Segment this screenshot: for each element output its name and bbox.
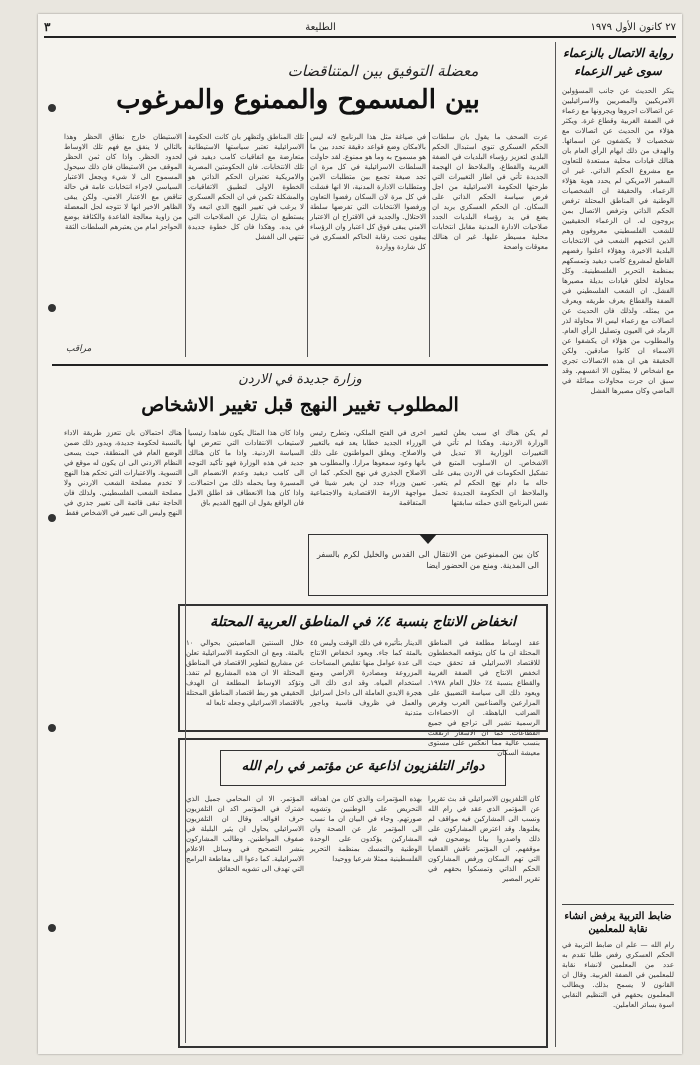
paper-name: الطليعة <box>305 21 336 33</box>
article1-bottom-rule <box>52 364 548 366</box>
brief-title: ضابط التربية يرفض انشاء نقابة للمعلمين <box>564 911 672 935</box>
article2-headline: المطلوب تغيير النهج قبل تغيير الاشخاص <box>141 394 459 416</box>
issue-date: ٢٧ كانون الأول ١٩٧٩ <box>590 21 676 33</box>
punch-hole <box>48 514 56 522</box>
article3-col3 <box>186 638 304 728</box>
article4-col1-text: كان التلفزيون الاسرائيلي قد بث تقريرا عن المؤتمر الذي عقد في رام الله ونسب الى المشاركين فيه مواقف لم يعلنوها. وقد اعترض المشاركون على ذلك واصدروا بيانا يوضحون فيه موقفهم. ان المؤتمر ناقش القضايا التي تهم السكان ورفض المشاركون الحكم الذاتي وتمسكوا بحقهم في تقرير المصير <box>428 795 540 883</box>
article1-col2 <box>310 132 426 357</box>
page-number: ٣ <box>44 20 51 34</box>
article3-col1 <box>428 638 540 757</box>
article4-headline: دوائر التلفزيون اذاعية عن مؤتمر في رام الله <box>241 759 485 774</box>
punch-hole <box>48 304 56 312</box>
brief-text <box>562 940 674 1040</box>
article2-col1 <box>432 428 548 528</box>
article4-col2 <box>310 794 422 1044</box>
article3-col1-text: عقد اوساط مطلعة في المناطق المحتلة ان ما كان يتوقعه المخططون للاقتصاد الاسرائيلي قد تحقق حيث انخفض الانتاج في الضفة الغربية والقطاع بنسبة ٤٪ خلال العام ١٩٧٨. ويعود ذلك الى سياسة التضييق على المزارعين والصناعيين العرب وفرض الضرائب الباهظة. ان الاحصاءات الرسمية تشير الى تراجع في جميع القطاعات. كما ان الاسعار ارتفعت بنسب عالية مما انعكس على مستوى معيشة السكان <box>428 639 540 757</box>
article1-signature: مراقب <box>66 344 92 354</box>
article4-box <box>178 738 548 1048</box>
column-rule <box>429 132 430 357</box>
brief-top-rule <box>562 904 674 905</box>
article3-col2 <box>310 638 422 728</box>
right-column-body: ينكر الحديث عن جانب المسؤولين الامريكيين والمصريين والاسرائيليين عن اتصالات اجروها ويجرونها مع زعماء في الضفة الغربية وقطاع غزة. ويكثر هؤلاء من الحديث عن اتصالات مع شخصيات لا يكشفون عن اسمائها. والهدف من ذلك ايهام الرأي العام بان هنالك قيادات محلية مستعدة للتعاون مع مشروع الحكم الذاتي. غير ان السفير الامريكي لم يحدد هوية هؤلاء الزعماء. والحقيقة ان الشخصيات الوطنية في المناطق المحتلة ترفض الحكم الذاتي وترفض الاتصال بمن يروجون له. ان الزعماء الحقيقيين للشعب الفلسطيني معروفون وهم الذين انتخبهم الشعب في الانتخابات البلدية الاخيرة. وهؤلاء اعلنوا رفضهم القاطع لمشروع كامب ديفيد وتمسكهم بمنظمة التحرير الفلسطينية. وكل محاولة لخلق قيادات بديلة مصيرها الفشل. ان الشعب الفلسطيني في الضفة والقطاع يعرف طريقه ويعرف من يمثله. ولذلك فان الحديث عن اتصالات مع زعماء ليس الا محاولة لذر الرماد في العيون وتضليل الرأي العام. والمطلوب من هؤلاء ان يكشفوا عن الاسماء ان كانوا صادقين. ولكن الحقيقة هي ان هذه الاتصالات تجري مع اشخاص لا يمثلون الا انفسهم. وقد سبق ان جرت محاولات مماثلة في الماضي وكان مصيرها الفشل <box>562 87 674 395</box>
article1-col3 <box>188 132 304 357</box>
right-column-text <box>562 86 674 898</box>
article2-col1-text: لم يكن هناك اي سبب يعلن لتغيير الوزارة الاردنية. وهكذا لم تأتي في التغييرات الوزارية الا تبديل في الاشخاص. ان الاسلوب المتبع في تشكيل الحكومات في الاردن يبقى على حاله ما دام نهج الحكم لم يتغير. والملاحظ ان الحكومة الجديدة تحمل نفس البرنامج الذي حملته سابقتها <box>432 429 548 507</box>
article2-col4-text: هناك احتمالان بان تتعزز طريقة الاداء بالنسبة لحكومة جديدة، ويدور ذلك ضمن الوضع العام في المنطقة، حيث يسعى النظام الاردني الى ان يكون له موقع في التسوية. والاعتبارات التي تحكم هذا النهج لا تخدم مصلحة الشعب الاردني ولا مصلحة الشعب الفلسطيني. ولذلك فان الحاجة تبقى قائمة الى تغيير جذري في النهج وليس الى تغيير في الاشخاص فقط <box>64 429 182 517</box>
article3-box <box>178 604 548 757</box>
article1-col4-text: الاستيطان خارج نطاق الحظر وهذا بالتالي لا ينفق مع فهم تلك الاوساط لحدود الحظر. واذا كان ثمن الحظر الموقف من الاستيطان فان ذلك سيحول المسموح الى لا شيء ويجعل الاعتبار السياسي لاجراء انتخابات عامة في حالة تناقض مع الاعتبار الامني. ولكن يبقى الظاهر الاخير انها لا تتوجه لحل المعضلة من زاوية معالجة القاعدة والكثافة بوضع الحواجز امام من يعتبرهم السلطات الثقة <box>64 133 182 231</box>
page-header <box>44 18 676 38</box>
article2-col3 <box>188 428 304 596</box>
column-rule <box>185 428 186 1043</box>
article1-kicker: معضلة التوفيق بين المتناقضات <box>287 62 479 80</box>
punch-hole <box>48 924 56 932</box>
down-arrow-icon <box>419 534 437 544</box>
column-rule <box>555 42 556 1047</box>
quote-box-text <box>317 549 539 593</box>
column-rule <box>185 132 186 357</box>
column-rule <box>307 132 308 357</box>
article3-col2-text: الدينار بتأثيره في ذلك الوقت وليس ٤٥ بالمئة كما جاء. ويعود انخفاض الانتاج الى عدة عوامل منها تقليص المساحات المزروعة ومصادرة الاراضي ومنع استخدام المياه. وقد ادى ذلك الى هجرة الايدي العاملة الى داخل اسرائيل والعمل في ظروف قاسية وباجور متدنية <box>310 639 422 717</box>
article4-col2-text: بهذه المؤتمرات والذي كان من اهدافه التحريض على الوطنيين وتشويه صورتهم. وجاء في البيان ان ما نسب الى المؤتمر عار عن الصحة وان المشاركين يؤكدون على الوحدة الوطنية والتمسك بمنظمة التحرير الفلسطينية ممثلا شرعيا ووحيدا <box>310 795 422 863</box>
brief-body: رام الله — علم ان ضابط التربية في الحكم العسكري رفض طلبا تقدم به عدد من المعلمين لانشاء نقابة للمعلمين في الضفة الغربية. وقال ان القانون لا يسمح بذلك. ويطالب المعلمون بحقهم في التنظيم النقابي اسوة بسائر العاملين. <box>562 941 674 1009</box>
article1-col1-text: عرت الصحف ما يقول بان سلطات الحكم العسكري تنوي استبدال الحكم البلدي لتعزيز رؤساء البلديات في الضفة الغربية والقطاع، والملاحظ ان الهجمة الجديدة تأتي في اطار التغييرات التي طرحتها الحكومة الاسرائيلية من اجل فرض سياسة الحكم الذاتي على السكان. ان الحكم العسكري يريد ان يضع في يد رؤساء البلديات الجدد صلاحيات الادارة المدنية مقابل انتخابات محلية مسيطر عليها. غير ان هنالك معوقات واضحة <box>432 133 548 251</box>
article4-col1 <box>428 794 540 1044</box>
right-column-title: رواية الاتصال بالزعماء سوى غير الزعماء <box>562 46 674 78</box>
punch-hole <box>48 724 56 732</box>
article4-title-frame <box>220 750 506 786</box>
article3-col3-text: خلال السنتين الماضيتين بحوالي ١٠ بالمئة. ومع ان الحكومة الاسرائيلية تعلن عن مشاريع لتطوير الاقتصاد في المناطق المحتلة الا ان هذه المشاريع لم تنفذ. وتؤكد الاوساط المطلعة ان الهدف الحقيقي هو ربط اقتصاد المناطق المحتلة بالاقتصاد الاسرائيلي وجعله تابعا له <box>186 639 304 707</box>
article2-col4 <box>64 428 182 723</box>
article2-kicker: وزارة جديدة في الاردن <box>238 372 362 387</box>
article4-col3 <box>186 794 304 1044</box>
article2-quote-box <box>308 534 548 596</box>
article1-col1 <box>432 132 548 357</box>
article2-col2-text: اخرى في الفتح الملكي، وتطرح رئيس الوزراء الجديد خطابا يعد فيه بالتغيير والاصلاح. ويعلق المواطنون على ذلك بانها وعود سمعوها مرارا. والمطلوب هو الاصلاح الجذري في نهج الحكم. كما ان تعيين وزراء جدد لن يغير شيئا في مواجهة الازمة الاقتصادية والاجتماعية المتفاقمة <box>310 429 426 507</box>
quote-box-body: كان بين الممنوعين من الانتقال الى القدس والخليل لكرم بالسفر الى المدينة. ومنع من الحضور ايضا <box>317 550 539 570</box>
article3-headline: انخفاض الانتاج بنسبة ٤٪ في المناطق العربية المحتلة <box>210 614 516 630</box>
newspaper-page <box>38 14 682 1054</box>
article1-headline: بين المسموح والممنوع والمرغوب <box>116 85 480 115</box>
article1-col2-text: في صياغة مثل هذا البرنامج لانه ليس بالامكان وضع قواعد دقيقة تحدد بين ما هو مسموح به وما هو ممنوع. لقد حاولت السلطات الاسرائيلية في كل مرة ان تجد صيغة تجمع بين متطلبات الامن ومتطلبات الادارة المدنية، الا انها فشلت في كل مرة لان السكان رفضوا التعاون ورفضوا الانتخابات التي تفرضها سلطة الاحتلال. والجديد في الاقتراح ان الاعتبار الامني يبقى فوق كل اعتبار وان الرؤساء يبقون تحت رقابة الحاكم العسكري في كل شاردة وواردة <box>310 133 426 251</box>
article4-col3-text: المؤتمر. الا ان المحامي جميل الذي اشترك في المؤتمر اكد ان التلفزيون حرف اقواله. وقال ان التلفزيون الاسرائيلي يحاول ان يثير البلبلة في صفوف المواطنين. وطالب المشاركون بنشر التصحيح في وسائل الاعلام الاسرائيلية. كما دعوا الى مقاطعة البرامج التي تهدف الى تشويه الحقائق <box>186 795 304 873</box>
article2-col2 <box>310 428 426 528</box>
article2-col3-text: واذا كان هذا المثال يكون شاهدا رئيسيا لاستيعاب الانتقادات التي تتعرض لها السياسة الاردنية. واذا ما كان هنالك جديد في هذه الوزارة فهو تأكيد التوجه الى كامب ديفيد وعدم الانضمام الى المسيرة وما يحمله ذلك من احتمالات. واذا كان هذا الانعطاف قد اطلق الامل فان الواقع يقول ان النهج القديم باق <box>188 429 304 507</box>
article1-col4 <box>64 132 182 327</box>
article1-col3-text: تلك المناطق ولتظهر بان كانت الحكومة الاسرائيلية تعتبر سياستها الاستيطانية متعارضة مع اتفاقيات كامب ديفيد في تلك الانتخابات. فان الحكومتين المصرية والامريكية تعتبران الحكم الذاتي هو الخطوة الاولى لتطبيق الاتفاقيات. والمشكلة تكمن في ان الحكم العسكري لا يرغب في تغيير النهج الذي اتبعه ولا يستطيع ان يتنازل عن الصلاحيات التي في يده. وهكذا فان كل خطوة جديدة تنتهي الى الفشل <box>188 133 304 241</box>
